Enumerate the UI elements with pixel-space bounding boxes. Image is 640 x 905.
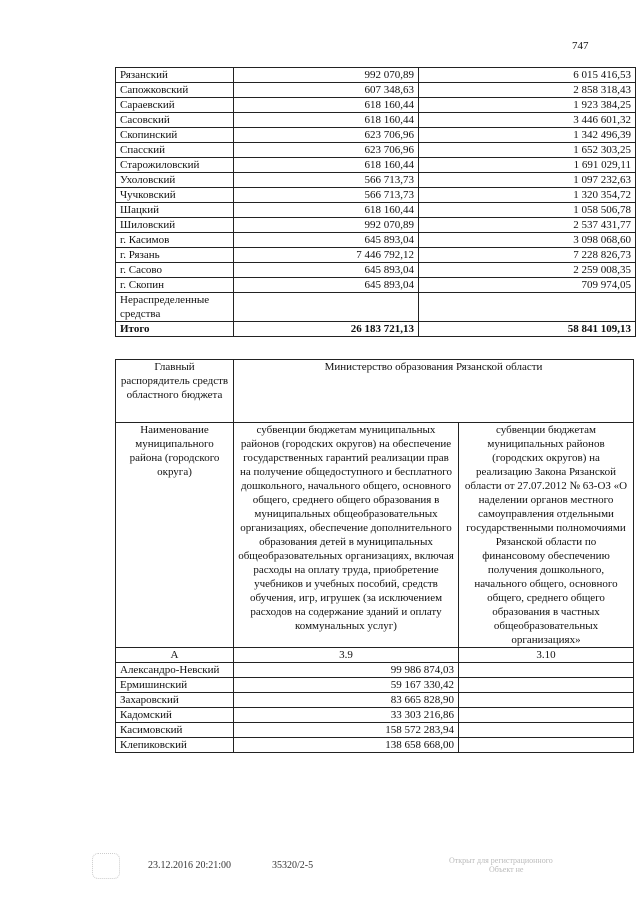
table-row [116, 678, 634, 693]
amount-cell: 992 070,89 [234, 68, 419, 83]
table-row [116, 263, 636, 278]
header-row-columns [116, 423, 634, 648]
district-name: Кадомский [116, 708, 234, 723]
registration-stamp [449, 856, 553, 874]
table-row [116, 708, 634, 723]
amount-cell: 618 160,44 [234, 203, 419, 218]
amount-cell: 623 706,96 [234, 143, 419, 158]
total-label: Итого [116, 322, 234, 337]
amount-cell: 607 348,63 [234, 83, 419, 98]
amount-cell: 1 320 354,72 [419, 188, 636, 203]
unallocated-label: Нераспределенные средства [116, 293, 234, 322]
amount-cell: 1 097 232,63 [419, 173, 636, 188]
amount-cell: 618 160,44 [234, 98, 419, 113]
table-row [116, 83, 636, 98]
district-name: Чучковский [116, 188, 234, 203]
district-name: Скопинский [116, 128, 234, 143]
district-name: Сасовский [116, 113, 234, 128]
stamp-line: Объект не [489, 865, 524, 874]
amount-cell: 992 070,89 [234, 218, 419, 233]
amount-cell [459, 693, 634, 708]
amount-cell: 645 893,04 [234, 263, 419, 278]
amount-cell: 33 303 216,86 [234, 708, 459, 723]
amount-cell: 138 658 668,00 [234, 738, 459, 753]
amount-cell [459, 678, 634, 693]
district-name: г. Скопин [116, 278, 234, 293]
amount-cell [459, 663, 634, 678]
district-name: Старожиловский [116, 158, 234, 173]
column-index: 3.10 [459, 648, 634, 663]
table-row [116, 143, 636, 158]
district-name: Спасский [116, 143, 234, 158]
amount-cell [459, 723, 634, 738]
amount-cell: 3 446 601,32 [419, 113, 636, 128]
table-row [116, 113, 636, 128]
amount-cell: 618 160,44 [234, 158, 419, 173]
district-name: Сапожковский [116, 83, 234, 98]
column-header-3-9: субвенции бюджетам муниципальных районов (городских округов) на обеспечение государственных гарантий реализации прав на получение общедоступного и бесплатного дошкольного, начального общего, основного общего, среднего общего образования в муниципальных общеобразовательных организациях, обеспечение дополнительного образования детей в муниципальных общеобразовательных организациях, включая расходы на оплату труда, приобретение учебников и учебных пособий, средств обучения, игр, игрушек (за исключением расходов на содержание зданий и оплату коммунальных услуг) [234, 423, 459, 648]
table-row [116, 233, 636, 248]
amount-cell: 59 167 330,42 [234, 678, 459, 693]
table-row [116, 203, 636, 218]
amount-cell: 99 986 874,03 [234, 663, 459, 678]
district-name: Шиловский [116, 218, 234, 233]
footer-timestamp: 23.12.2016 20:21:00 [148, 860, 232, 871]
table-row [116, 663, 634, 678]
amount-cell: 566 713,73 [234, 173, 419, 188]
amount-cell [459, 738, 634, 753]
amount-cell [234, 293, 419, 322]
table-row [116, 98, 636, 113]
district-name: Александро-Невский [116, 663, 234, 678]
amount-cell: 709 974,05 [419, 278, 636, 293]
column-index: 3.9 [234, 648, 459, 663]
table-row [116, 158, 636, 173]
amount-cell: 83 665 828,90 [234, 693, 459, 708]
page-number: 747 [572, 40, 589, 52]
table-row [116, 723, 634, 738]
table-row [116, 173, 636, 188]
table-row [116, 218, 636, 233]
district-name-header: Наименование муниципального района (городского округа) [116, 423, 234, 648]
main-manager-header: Главный распорядитель средств областного бюджета [116, 360, 234, 423]
district-name: Шацкий [116, 203, 234, 218]
district-name: г. Рязань [116, 248, 234, 263]
barcode-mark-icon [92, 853, 120, 879]
header-row-manager [116, 360, 634, 423]
district-name: г. Сасово [116, 263, 234, 278]
table-row [116, 128, 636, 143]
ministry-header: Министерство образования Рязанской области [234, 360, 634, 423]
amount-cell: 2 259 008,35 [419, 263, 636, 278]
column-index-row [116, 648, 634, 663]
column-index: А [116, 648, 234, 663]
total-amount: 58 841 109,13 [419, 322, 636, 337]
column-header-3-10: субвенции бюджетам муниципальных районов (городских округов) на реализацию Закона Рязанской области от 27.07.2012 № 63-ОЗ «О наделении органов местного самоуправления отдельными государственными полномочиями Рязанской области по финансовому обеспечению получения дошкольного, начального общего, основного общего, среднего общего образования в частных общеобразовательных организациях» [459, 423, 634, 648]
table-row [116, 693, 634, 708]
amount-cell [419, 293, 636, 322]
stamp-line: Открыт для регистрационного [449, 856, 553, 865]
total-row [116, 322, 636, 337]
district-name: Клепиковский [116, 738, 234, 753]
footer-doc-code: 35320/2-5 [272, 860, 314, 871]
total-amount: 26 183 721,13 [234, 322, 419, 337]
district-name: Ермишинский [116, 678, 234, 693]
amount-cell: 2 858 318,43 [419, 83, 636, 98]
table-row [116, 188, 636, 203]
amount-cell: 623 706,96 [234, 128, 419, 143]
amount-cell: 2 537 431,77 [419, 218, 636, 233]
table-row [116, 278, 636, 293]
amount-cell: 566 713,73 [234, 188, 419, 203]
amount-cell: 645 893,04 [234, 278, 419, 293]
table-row [116, 248, 636, 263]
amount-cell: 3 098 068,60 [419, 233, 636, 248]
district-name: Захаровский [116, 693, 234, 708]
amount-cell: 1 691 029,11 [419, 158, 636, 173]
amount-cell: 1 923 384,25 [419, 98, 636, 113]
allocation-table-top [115, 67, 636, 337]
district-name: Касимовский [116, 723, 234, 738]
table-row [116, 738, 634, 753]
amount-cell: 618 160,44 [234, 113, 419, 128]
amount-cell [459, 708, 634, 723]
district-name: Ухоловский [116, 173, 234, 188]
district-name: Рязанский [116, 68, 234, 83]
amount-cell: 7 446 792,12 [234, 248, 419, 263]
amount-cell: 1 342 496,39 [419, 128, 636, 143]
amount-cell: 158 572 283,94 [234, 723, 459, 738]
unallocated-row [116, 293, 636, 322]
district-name: г. Касимов [116, 233, 234, 248]
amount-cell: 645 893,04 [234, 233, 419, 248]
table-row [116, 68, 636, 83]
district-name: Сараевский [116, 98, 234, 113]
amount-cell: 6 015 416,53 [419, 68, 636, 83]
amount-cell: 1 652 303,25 [419, 143, 636, 158]
amount-cell: 7 228 826,73 [419, 248, 636, 263]
allocation-table-bottom [115, 359, 634, 753]
amount-cell: 1 058 506,78 [419, 203, 636, 218]
